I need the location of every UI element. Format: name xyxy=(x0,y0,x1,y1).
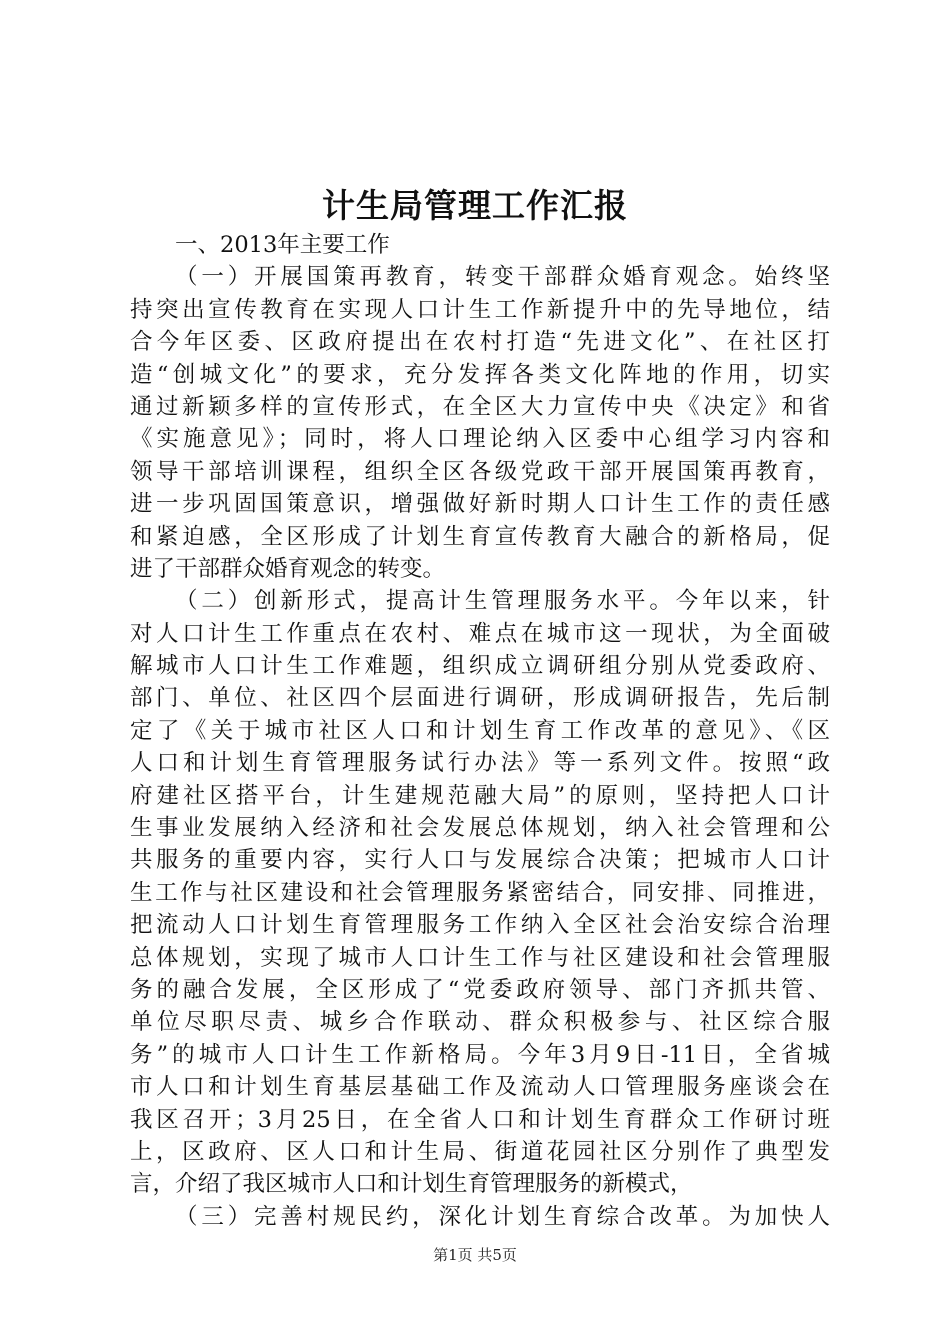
paragraph-line: 造“创城文化”的要求，充分发挥各类文化阵地的作用，切实 xyxy=(130,361,830,388)
page-footer: 第1页 共5页 xyxy=(433,1246,517,1264)
paragraph-line: 通过新颖多样的宣传形式，在全区大力宣传中央《决定》和省 xyxy=(130,393,830,420)
paragraph-line: 进一步巩固国策意识，增强做好新时期人口计生工作的责任感 xyxy=(130,491,830,518)
paragraph-line: 言，介绍了我区城市人口和计划生育管理服务的新模式， xyxy=(130,1171,693,1198)
paragraph-line: 对人口计生工作重点在农村、难点在城市这一现状，为全面破 xyxy=(130,620,830,647)
paragraph-line: 总体规划，实现了城市人口计生工作与社区建设和社会管理服 xyxy=(130,944,830,971)
paragraph-line: 定了《关于城市社区人口和计划生育工作改革的意见》、《区 xyxy=(130,717,830,744)
paragraph-line: 务”的城市人口计生工作新格局。今年3月9日-11日，全省城 xyxy=(130,1041,830,1068)
document-title: 计生局管理工作汇报 xyxy=(322,186,628,225)
paragraph-line: （三）完善村规民约，深化计划生育综合改革。为加快人 xyxy=(175,1203,830,1230)
paragraph-line: 生工作与社区建设和社会管理服务紧密结合，同安排、同推进， xyxy=(130,879,830,906)
paragraph-line: 人口和计划生育管理服务试行办法》等一系列文件。按照“政 xyxy=(130,750,830,777)
paragraph-line: 合今年区委、区政府提出在农村打造“先进文化”、在社区打 xyxy=(130,329,830,356)
paragraph-line: 生事业发展纳入经济和社会发展总体规划，纳入社会管理和公 xyxy=(130,815,830,842)
paragraph-line: 解城市人口计生工作难题，组织成立调研组分别从党委政府、 xyxy=(130,653,830,680)
paragraph-line: （二）创新形式，提高计生管理服务水平。今年以来，针 xyxy=(175,588,830,615)
paragraph-line: 单位尽职尽责、城乡合作联动、群众积极参与、社区综合服 xyxy=(130,1009,830,1036)
document-body xyxy=(130,229,830,1233)
paragraph-line: （一）开展国策再教育，转变干部群众婚育观念。始终坚 xyxy=(175,264,830,291)
paragraph-line: 府建社区搭平台，计生建规范融大局”的原则，坚持把人口计 xyxy=(130,782,830,809)
paragraph-line: 共服务的重要内容，实行人口与发展综合决策；把城市人口计 xyxy=(130,847,830,874)
paragraph-line: 部门、单位、社区四个层面进行调研，形成调研报告，先后制 xyxy=(130,685,830,712)
paragraph-line: 务的融合发展，全区形成了“党委政府领导、部门齐抓共管、 xyxy=(130,976,830,1003)
section-heading: 一、2013年主要工作 xyxy=(175,232,390,258)
paragraph-line: 把流动人口计划生育管理服务工作纳入全区社会治安综合治理 xyxy=(130,912,830,939)
paragraph-line: 和紧迫感，全区形成了计划生育宣传教育大融合的新格局，促 xyxy=(130,523,830,550)
paragraph-line: 进了干部群众婚育观念的转变。 xyxy=(130,555,446,582)
paragraph-line: 市人口和计划生育基层基础工作及流动人口管理服务座谈会在 xyxy=(130,1074,830,1101)
paragraph-line: 上，区政府、区人口和计生局、街道花园社区分别作了典型发 xyxy=(130,1138,830,1165)
paragraph-line: 《实施意见》；同时，将人口理论纳入区委中心组学习内容和 xyxy=(130,426,830,453)
paragraph-line: 持突出宣传教育在实现人口计生工作新提升中的先导地位，结 xyxy=(130,296,830,323)
paragraph-line: 领导干部培训课程，组织全区各级党政干部开展国策再教育， xyxy=(130,458,830,485)
paragraph-line: 我区召开；3月25日，在全省人口和计划生育群众工作研讨班 xyxy=(130,1106,830,1133)
